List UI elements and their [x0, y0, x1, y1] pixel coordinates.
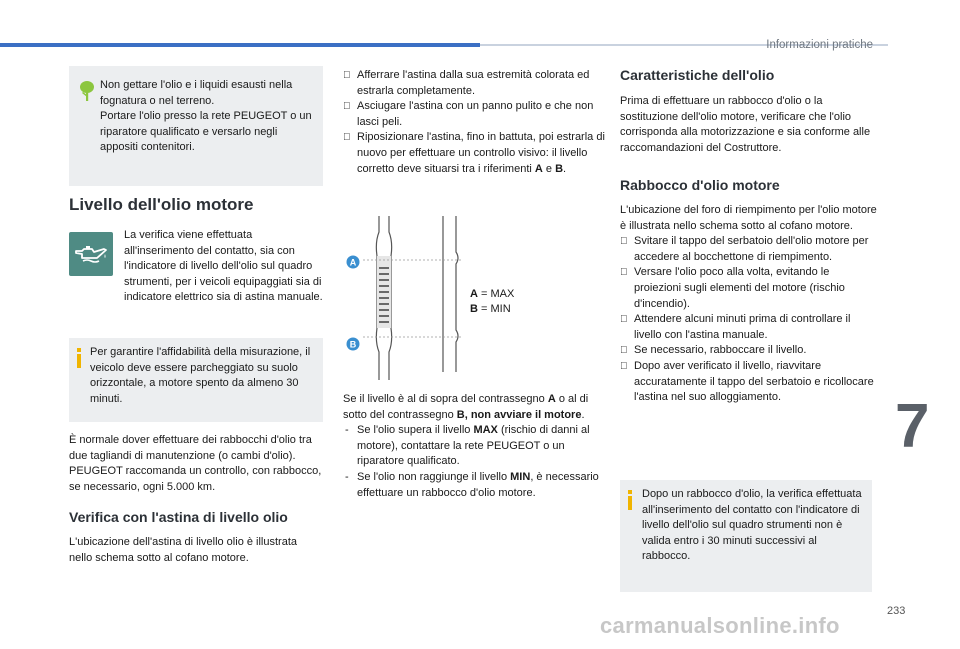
text-span: , è necessario effettuare un rabbocco d'olio motore. [357, 470, 599, 499]
info-icon [77, 348, 81, 368]
list-item-text: Afferrare l'astina dalla sua estremità colorata ed estrarla completamente. [357, 69, 590, 97]
bullet-marker [620, 312, 628, 328]
legend-key-b: B [470, 303, 478, 315]
oil-topup-intro: L'ubicazione del foro di riempimento per l'olio motore è illustrata nello schema sotto al cofano motore. [620, 204, 877, 232]
text-span: Se l'olio non raggiunge il livello [357, 470, 511, 483]
info-note-text: Per garantire l'affidabilità della misurazione, il veicolo deve essere parcheggiato su suolo orizzontale, a motore spento da almeno 30 minuti. [90, 346, 311, 405]
max-label: MAX [473, 424, 498, 437]
list-item [620, 265, 878, 312]
page-header-title: Informazioni pratiche [766, 39, 873, 51]
oil-level-intro-text: La verifica viene effettuata all'inserimento del contatto, sia con l'indicatore di livello dell'olio sul quadro strumenti, per i veicoli equipaggiati sia di indicatore elettrico sia di astina manuale. [124, 229, 323, 304]
dipstick-diagram [343, 212, 473, 382]
punctuation: . [581, 408, 585, 421]
legend-key-a: A [470, 288, 478, 300]
list-item [620, 312, 878, 343]
info-note-box [620, 480, 872, 592]
legend-value-a: = MAX [477, 288, 515, 300]
info-note-text: Dopo un rabbocco d'olio, la verifica effettuata all'inserimento del contatto con l'indicatore di livello dell'olio sul quadro strumenti non è valida entro i 30 minuti successivi al rabbocco. [642, 488, 862, 563]
warning-bold: , non avviare il motore [464, 408, 582, 421]
min-label: MIN [510, 470, 531, 483]
marker-b-label: B [349, 339, 357, 350]
marker-a [347, 256, 360, 269]
subsection-title-oil-specs: Caratteristiche dell'olio [620, 67, 775, 83]
bullet-marker [343, 130, 351, 146]
environment-note-line: Non gettare l'olio e i liquidi esausti nella fognatura o nel terreno. [100, 79, 293, 107]
list-item [343, 99, 605, 130]
header-accent-bar [0, 43, 480, 47]
environment-leaf-icon [79, 80, 95, 102]
info-note-box [69, 338, 323, 422]
level-warning-paragraph [343, 392, 605, 423]
text-span: (rischio di danni al motore), contattare la rete PEUGEOT o un riparatore qualificato. [357, 424, 590, 468]
bullet-marker [343, 99, 351, 115]
section-title: Livello dell'olio motore [69, 195, 254, 214]
list-item [620, 343, 878, 359]
info-icon [628, 490, 632, 510]
bullet-marker [620, 343, 628, 359]
list-item-text: Riposizionare l'astina, fino in battuta, poi estrarla di nuovo per effettuare un controllo visivo: il livello corretto deve situarsi tra i riferimenti [357, 131, 605, 175]
text-span: Se l'olio supera il livello [357, 424, 474, 437]
dipstick-location-text: L'ubicazione dell'astina di livello olio è illustrata nello schema sotto al cofano motore. [69, 536, 297, 564]
dipstick-legend [470, 287, 514, 317]
oil-level-icon-box [69, 232, 113, 276]
environment-note-line: Portare l'olio presso la rete PEUGEOT o un riparatore qualificato e versarlo negli appositi contenitori. [100, 110, 312, 154]
ref-a: A [534, 162, 543, 175]
oil-can-icon [73, 243, 109, 265]
dash-marker: - [345, 470, 349, 483]
text-span: Se il livello è al di sopra del contrassegno [343, 393, 548, 405]
list-item-text: Attendere alcuni minuti prima di controllare il livello con l'astina manuale. [634, 313, 851, 341]
watermark: carmanualsonline.info [600, 613, 840, 638]
list-item-text: Svitare il tappo del serbatoio dell'olio motore per accedere al bocchettone di riempimento. [634, 235, 869, 263]
bullet-marker [620, 265, 628, 281]
list-item [620, 359, 878, 406]
dash-marker: - [345, 424, 349, 437]
bullet-marker [620, 234, 628, 250]
legend-min [470, 302, 514, 317]
legend-value-b: = MIN [477, 303, 511, 315]
legend-max [470, 287, 514, 302]
dipstick-steps-list [343, 68, 605, 177]
text-span: o al di sotto del contrassegno [343, 393, 589, 421]
list-item-text: Versare l'olio poco alla volta, evitando le proiezioni sugli elementi del motore (rischio d'incendio). [634, 266, 845, 310]
page-number: 233 [887, 605, 906, 617]
subsection-title-oil-topup: Rabbocco d'olio motore [620, 177, 780, 193]
bullet-marker [620, 359, 628, 375]
list-item-text: Asciugare l'astina con un panno pulito e che non lasci peli. [357, 100, 594, 128]
list-item [343, 423, 605, 470]
environment-note-box [69, 66, 323, 186]
oil-topup-section [620, 203, 878, 406]
list-item [343, 130, 605, 177]
list-item-text: Dopo aver verificato il livello, riavvitare accuratamente il tappo del serbatoio e ricollocare l'astina nel suo alloggiamento. [634, 359, 874, 404]
topup-frequency-text: È normale dover effettuare dei rabbocchi d'olio tra due tagliandi di manutenzione (o cambi d'olio). PEUGEOT raccomanda un controllo, con rabbocco, se necessario, ogni 5.000 km. [69, 434, 322, 493]
ref-b: B [456, 408, 465, 421]
oil-specs-text: Prima di effettuare un rabbocco d'olio o la sostituzione dell'olio motore, verificare che l'olio corrisponda alla motorizzazione e sia conforme alle raccomandazioni del Costruttore. [620, 95, 871, 154]
level-check-text [343, 392, 605, 501]
connector-text: e [542, 162, 556, 175]
list-item [343, 68, 605, 99]
punctuation: . [563, 162, 567, 175]
environment-note-text [100, 78, 316, 156]
ref-b: B [555, 162, 564, 175]
list-item [620, 234, 878, 265]
subsection-title-dipstick: Verifica con l'astina di livello olio [69, 509, 288, 525]
ref-a: A [547, 393, 556, 405]
list-item-text: Se necessario, rabboccare il livello. [634, 344, 807, 357]
chapter-number: 7 [895, 392, 930, 461]
list-item [343, 470, 605, 501]
bullet-marker [343, 68, 351, 84]
marker-a-label: A [349, 257, 357, 268]
marker-b [347, 338, 360, 351]
